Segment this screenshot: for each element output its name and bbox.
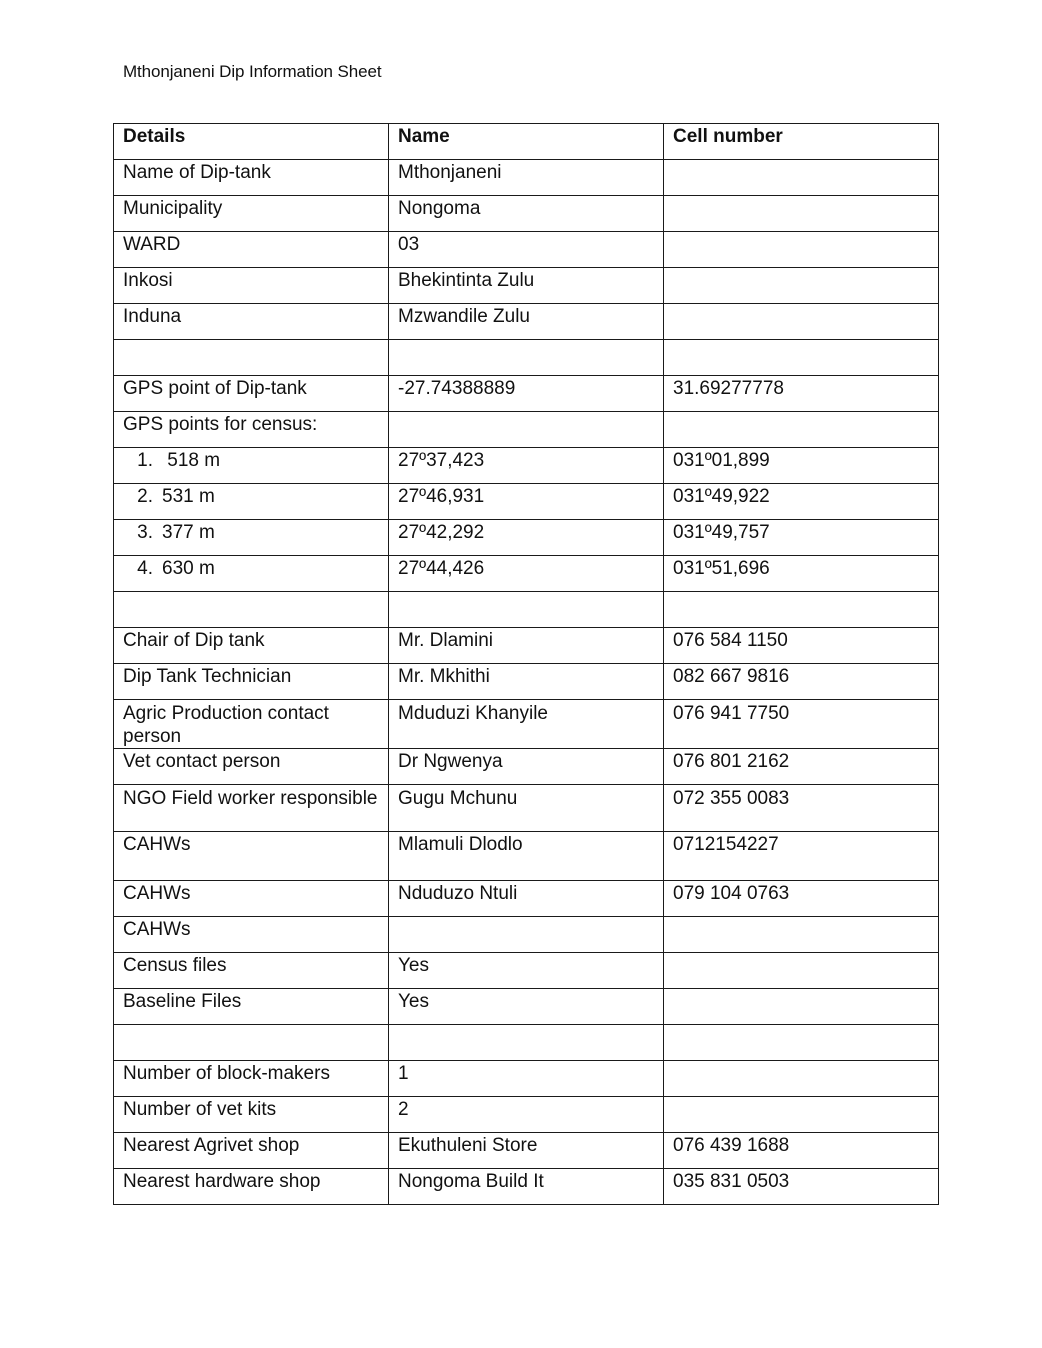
- table-header-row: [114, 124, 939, 160]
- dip-info-table: [113, 123, 939, 1205]
- list-number: 3.: [137, 522, 153, 543]
- cell-number: 076 439 1688: [664, 1133, 939, 1169]
- table-row: [114, 832, 939, 881]
- cell-details: [114, 1025, 389, 1061]
- list-number: 1.: [137, 450, 153, 471]
- cell-number: 076 801 2162: [664, 749, 939, 785]
- cell-details: Nearest hardware shop: [114, 1169, 389, 1205]
- cell-details: Dip Tank Technician: [114, 664, 389, 700]
- cell-details: Number of vet kits: [114, 1097, 389, 1133]
- cell-number: 076 584 1150: [664, 628, 939, 664]
- table-row-blank: [114, 340, 939, 376]
- census-point-elevation: 531 m: [162, 486, 215, 507]
- cell-name: Mr. Mkhithi: [389, 664, 664, 700]
- cell-number: [664, 304, 939, 340]
- table-row: [114, 160, 939, 196]
- census-point-details: [114, 484, 389, 520]
- table-row: [114, 412, 939, 448]
- cell-details: Inkosi: [114, 268, 389, 304]
- list-number: 4.: [137, 558, 153, 579]
- cell-name: Yes: [389, 989, 664, 1025]
- table-row: [114, 304, 939, 340]
- cell-number: [664, 268, 939, 304]
- cell-name: Mthonjaneni: [389, 160, 664, 196]
- cell-details: [114, 340, 389, 376]
- table-row: [114, 1133, 939, 1169]
- cell-name: Nongoma: [389, 196, 664, 232]
- table-row: [114, 1097, 939, 1133]
- table-row-blank: [114, 592, 939, 628]
- cell-number: 082 667 9816: [664, 664, 939, 700]
- cell-name: Ekuthuleni Store: [389, 1133, 664, 1169]
- table-row: [114, 664, 939, 700]
- cell-number: 079 104 0763: [664, 881, 939, 917]
- table-row: [114, 785, 939, 832]
- cell-number: [664, 160, 939, 196]
- cell-name: 03: [389, 232, 664, 268]
- cell-number: 035 831 0503: [664, 1169, 939, 1205]
- cell-details: CAHWs: [114, 832, 389, 881]
- census-point-details: [114, 556, 389, 592]
- cell-name: Mzwandile Zulu: [389, 304, 664, 340]
- cell-details: GPS points for census:: [114, 412, 389, 448]
- cell-details: Induna: [114, 304, 389, 340]
- table-row: [114, 1169, 939, 1205]
- cell-name: [389, 592, 664, 628]
- cell-number: 0712154227: [664, 832, 939, 881]
- census-point-row: [114, 520, 939, 556]
- cell-number: 031º49,757: [664, 520, 939, 556]
- cell-number: 072 355 0083: [664, 785, 939, 832]
- header-cell-number: Cell number: [664, 124, 939, 160]
- cell-details: Municipality: [114, 196, 389, 232]
- cell-name: Mr. Dlamini: [389, 628, 664, 664]
- cell-details: Census files: [114, 953, 389, 989]
- cell-number: [664, 340, 939, 376]
- table-row: [114, 881, 939, 917]
- cell-number: [664, 917, 939, 953]
- cell-name: 27º44,426: [389, 556, 664, 592]
- table-row: [114, 700, 939, 749]
- cell-name: Gugu Mchunu: [389, 785, 664, 832]
- cell-number: 031º01,899: [664, 448, 939, 484]
- table-row: [114, 376, 939, 412]
- cell-details: [114, 592, 389, 628]
- cell-name: Bhekintinta Zulu: [389, 268, 664, 304]
- cell-number: [664, 989, 939, 1025]
- census-point-row: [114, 484, 939, 520]
- cell-details: Chair of Dip tank: [114, 628, 389, 664]
- cell-details: Baseline Files: [114, 989, 389, 1025]
- cell-name: [389, 412, 664, 448]
- cell-number: 076 941 7750: [664, 700, 939, 749]
- cell-name: [389, 917, 664, 953]
- census-point-elevation: 518 m: [162, 450, 221, 471]
- table-row: [114, 268, 939, 304]
- cell-name: Mlamuli Dlodlo: [389, 832, 664, 881]
- census-point-row: [114, 448, 939, 484]
- cell-name: [389, 1025, 664, 1061]
- table-row-blank: [114, 1025, 939, 1061]
- cell-name: Nongoma Build It: [389, 1169, 664, 1205]
- cell-name: Dr Ngwenya: [389, 749, 664, 785]
- table-row: [114, 989, 939, 1025]
- cell-name: 27º37,423: [389, 448, 664, 484]
- page-title: Mthonjaneni Dip Information Sheet: [123, 62, 382, 81]
- table-row: [114, 749, 939, 785]
- cell-name: Yes: [389, 953, 664, 989]
- table-row: [114, 917, 939, 953]
- cell-details: Number of block-makers: [114, 1061, 389, 1097]
- cell-details: WARD: [114, 232, 389, 268]
- cell-number: 031º51,696: [664, 556, 939, 592]
- cell-number: [664, 232, 939, 268]
- table-row: [114, 628, 939, 664]
- cell-number: [664, 1061, 939, 1097]
- cell-name: 27º42,292: [389, 520, 664, 556]
- cell-name: -27.74388889: [389, 376, 664, 412]
- cell-number: 031º49,922: [664, 484, 939, 520]
- cell-details: GPS point of Dip-tank: [114, 376, 389, 412]
- cell-number: [664, 1097, 939, 1133]
- census-point-details: [114, 520, 389, 556]
- cell-number: [664, 412, 939, 448]
- census-point-details: [114, 448, 389, 484]
- table-row: [114, 953, 939, 989]
- census-point-elevation: 377 m: [162, 522, 215, 543]
- cell-name: Nduduzo Ntuli: [389, 881, 664, 917]
- cell-name: 1: [389, 1061, 664, 1097]
- cell-number: [664, 196, 939, 232]
- header-name: Name: [389, 124, 664, 160]
- cell-details: Vet contact person: [114, 749, 389, 785]
- cell-name: Mduduzi Khanyile: [389, 700, 664, 749]
- cell-number: [664, 592, 939, 628]
- cell-number: 31.69277778: [664, 376, 939, 412]
- census-point-row: [114, 556, 939, 592]
- cell-name: 2: [389, 1097, 664, 1133]
- table-row: [114, 196, 939, 232]
- cell-details: NGO Field worker responsible: [114, 785, 389, 832]
- header-details: Details: [114, 124, 389, 160]
- cell-name: [389, 340, 664, 376]
- census-point-elevation: 630 m: [162, 558, 215, 579]
- cell-details: CAHWs: [114, 917, 389, 953]
- cell-name: 27º46,931: [389, 484, 664, 520]
- cell-number: [664, 953, 939, 989]
- table-row: [114, 1061, 939, 1097]
- cell-number: [664, 1025, 939, 1061]
- cell-details: CAHWs: [114, 881, 389, 917]
- table-row: [114, 232, 939, 268]
- cell-details: Agric Production contact person: [114, 700, 389, 749]
- cell-details: Nearest Agrivet shop: [114, 1133, 389, 1169]
- list-number: 2.: [137, 486, 153, 507]
- cell-details: Name of Dip-tank: [114, 160, 389, 196]
